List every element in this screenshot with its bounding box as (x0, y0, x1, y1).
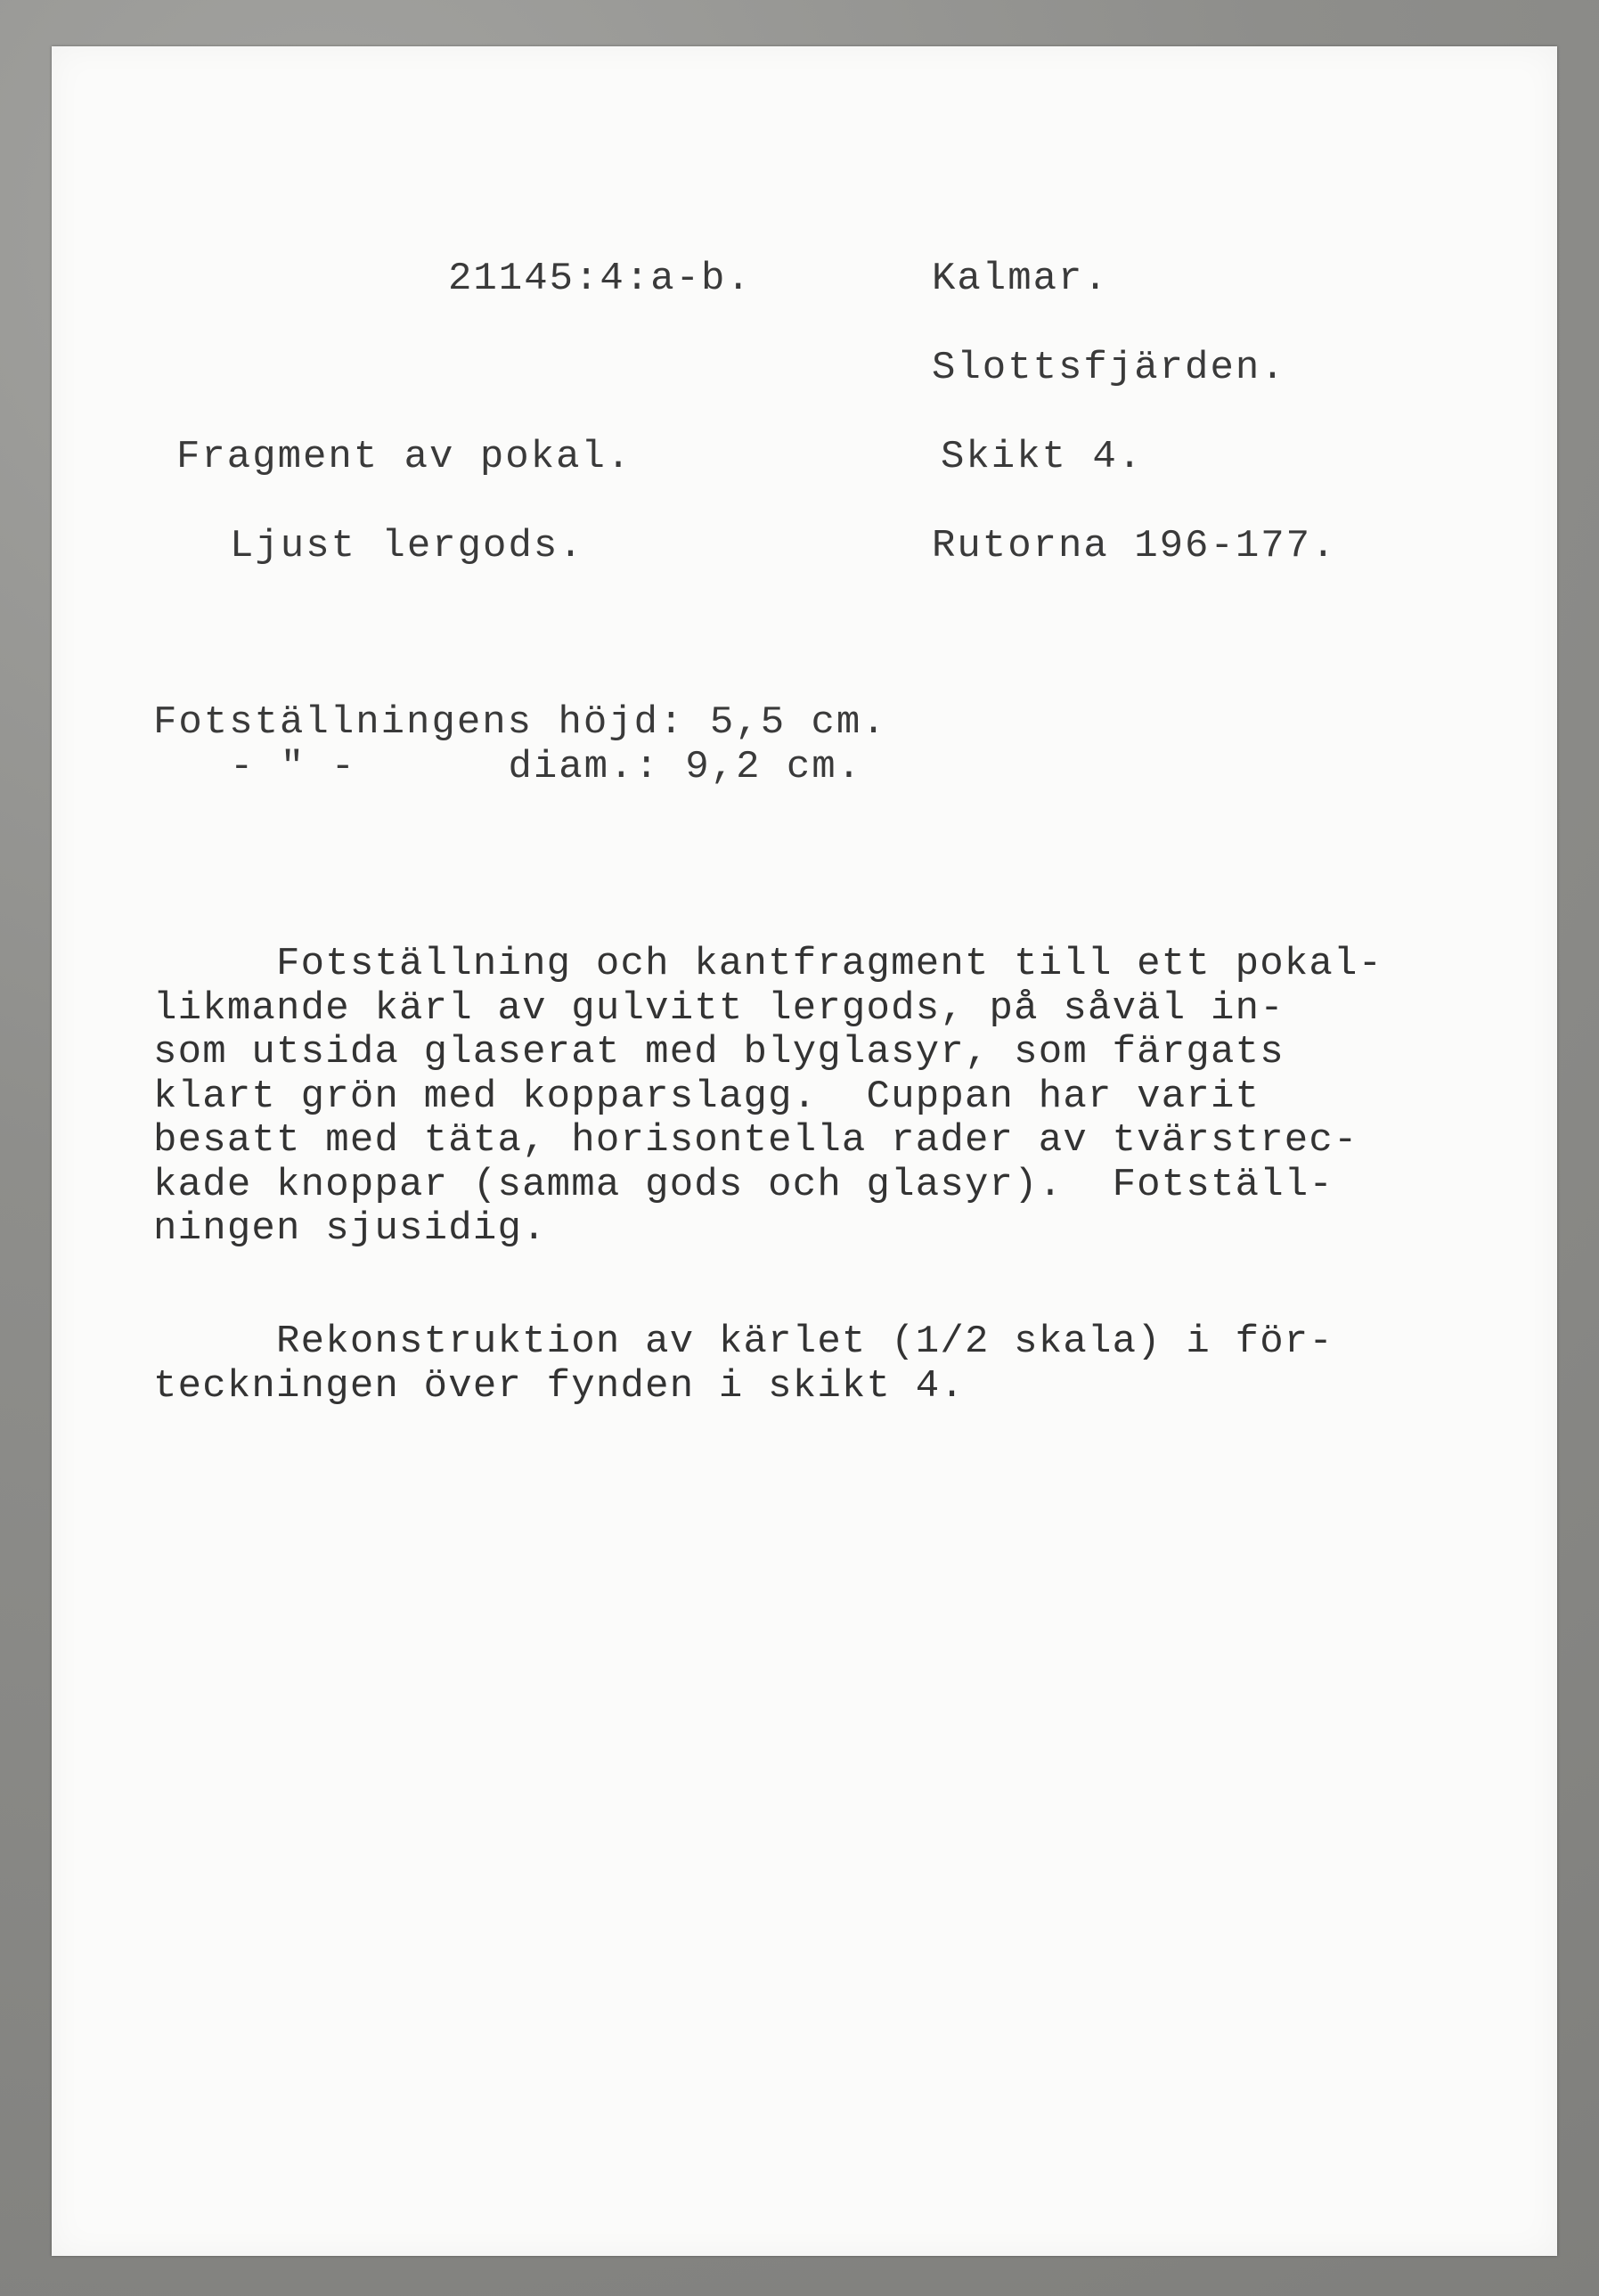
description-paragraph (153, 943, 1489, 1252)
place-name: Kalmar. (932, 257, 1109, 301)
description-line: som utsida glaserat med blyglasyr, som färgats (153, 1030, 1285, 1074)
reconstruction-line: Rekonstruktion av kärlet (1/2 skala) i för- (153, 1320, 1334, 1364)
reconstruction-line: teckningen över fynden i skikt 4. (153, 1363, 965, 1409)
description-line: kade knoppar (samma gods och glasyr). Fotställ- (153, 1162, 1334, 1207)
diameter-measurement: - " - diam.: 9,2 cm. (230, 745, 863, 789)
catalog-card (52, 46, 1557, 2256)
description-line: Fotställning och kantfragment till ett pokal- (153, 942, 1383, 986)
description-line: likmande kärl av gulvitt lergods, på såväl in- (153, 985, 1285, 1031)
reconstruction-paragraph (153, 1320, 1489, 1409)
object-title: Fragment av pokal. (176, 435, 632, 479)
material-label: Ljust lergods. (230, 524, 584, 568)
layer-label: Skikt 4. (941, 435, 1144, 479)
grid-squares: Rutorna 196-177. (932, 524, 1337, 568)
description-line: besatt med täta, horisontella rader av tvärstrec- (153, 1118, 1358, 1163)
description-line: ningen sjusidig. (153, 1206, 547, 1251)
catalog-number: 21145:4:a-b. (448, 257, 752, 301)
site-name: Slottsfjärden. (932, 346, 1286, 390)
description-line: klart grön med kopparslagg. Cuppan har varit (153, 1074, 1260, 1119)
height-measurement: Fotställningens höjd: 5,5 cm. (153, 700, 887, 745)
